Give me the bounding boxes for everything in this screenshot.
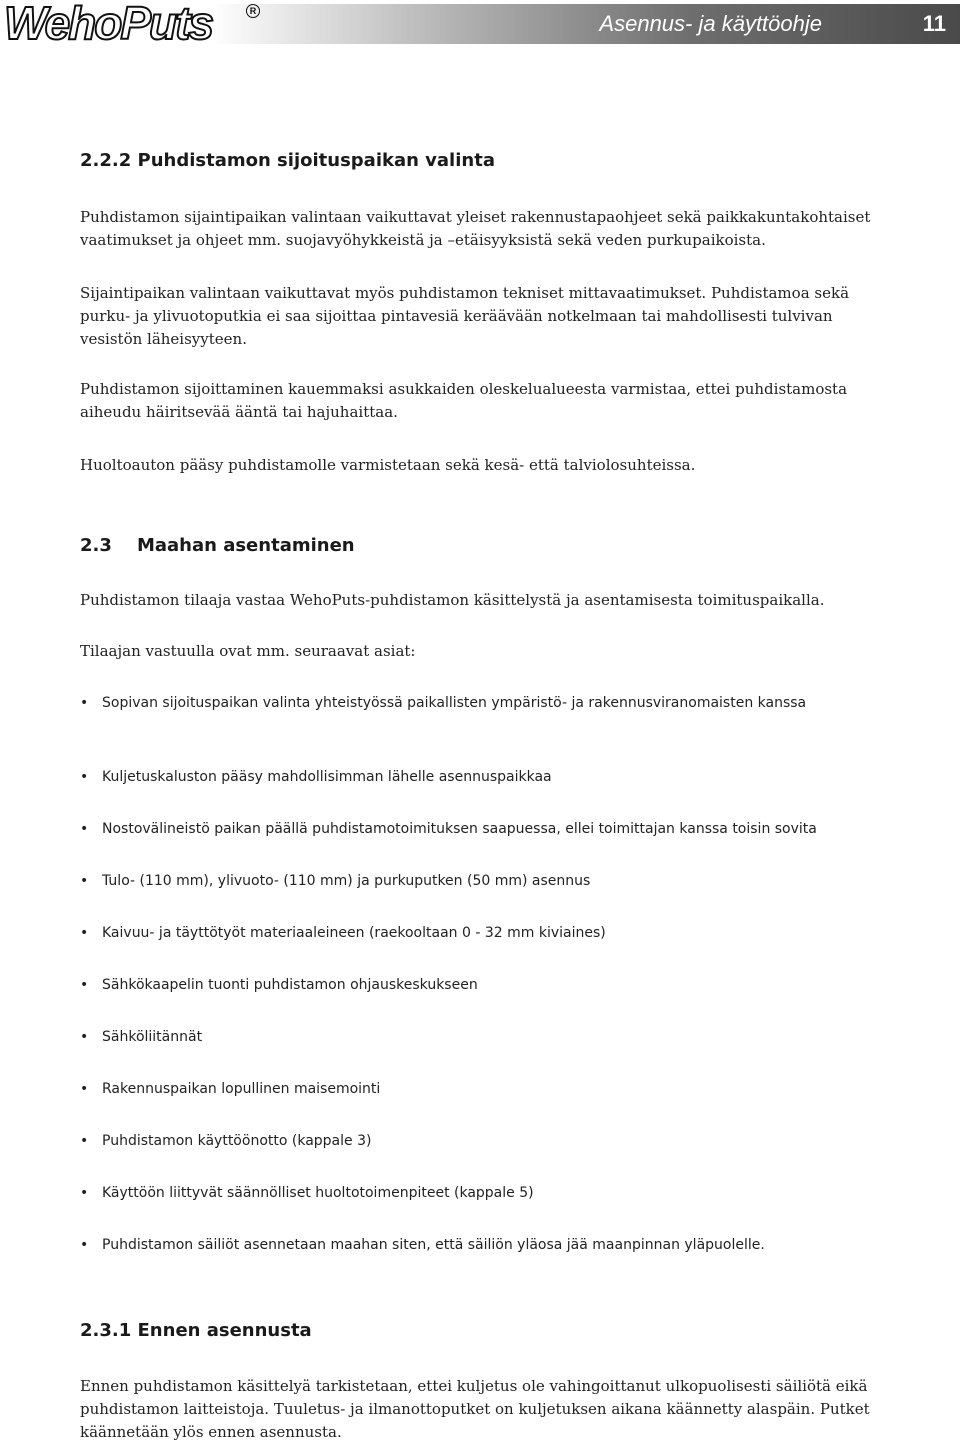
paragraph: Sijaintipaikan valintaan vaikuttavat myös puhdistamon tekniset mittavaatimukset. Puhdistamoa sekä purku- ja ylivuotoputkia ei saa sijoittaa pintavesiä keräävään notkelmaan tai mahdollisesti tulvivan vesistön läheisyyteen.: [80, 284, 850, 348]
paragraph: Huoltoauton pääsy puhdistamolle varmistetaan sekä kesä- että talviolosuhteissa.: [80, 456, 696, 474]
section-heading-2-2-2: 2.2.2 Puhdistamon sijoituspaikan valinta: [80, 150, 495, 171]
list-item: • Käyttöön liittyvät säännölliset huoltotoimenpiteet (kappale 5): [80, 1182, 882, 1205]
registered-mark-icon: R: [246, 4, 260, 18]
paragraph: Puhdistamon sijaintipaikan valintaan vaikuttavat yleiset rakennustapaohjeet sekä paikkakuntakohtaiset vaatimukset ja ohjeet mm. suojavyöhykkeistä ja –etäisyyksistä sekä veden purkupaikoista.: [80, 208, 871, 249]
wehoputs-logo: WehoPuts: [4, 0, 213, 49]
list-item: • Sähkökaapelin tuonti puhdistamon ohjauskeskukseen: [80, 974, 882, 997]
paragraph: Puhdistamon tilaaja vastaa WehoPuts-puhdistamon käsittelystä ja asentamisesta toimituspaikalla.: [80, 591, 825, 609]
document-title: Asennus- ja käyttöohje: [599, 11, 822, 36]
page-number: 11: [922, 11, 946, 36]
list-item: • Nostovälineistö paikan päällä puhdistamotoimituksen saapuessa, ellei toimittajan kanssa toisin sovita: [80, 818, 882, 841]
list-item: • Rakennuspaikan lopullinen maisemointi: [80, 1078, 882, 1101]
list-item: • Puhdistamon käyttöönotto (kappale 3): [80, 1130, 882, 1153]
paragraph: Puhdistamon sijoittaminen kauemmaksi asukkaiden oleskelualueesta varmistaa, ettei puhdistamosta aiheudu häiritsevää ääntä tai hajuhaittaa.: [80, 380, 848, 421]
section-heading-2-3-1: 2.3.1 Ennen asennusta: [80, 1320, 312, 1341]
paragraph: Tilaajan vastuulla ovat mm. seuraavat asiat:: [80, 642, 416, 660]
paragraph: Ennen puhdistamon käsittelyä tarkistetaan, ettei kuljetus ole vahingoittanut ulkopuolisesti säiliötä eikä puhdistamon laitteistoja. Tuuletus- ja ilmanottoputket on kuljetuksen aikana käännetty alaspäin. Putket käännetään ylös ennen asennusta.: [80, 1377, 870, 1441]
page-header: [0, 0, 960, 49]
section-heading-2-3: 2.3 Maahan asentaminen: [80, 535, 355, 556]
list-item: • Sähköliitännät: [80, 1026, 882, 1049]
list-item: • Kaivuu- ja täyttötyöt materiaaleineen (raekooltaan 0 - 32 mm kiviaines): [80, 922, 882, 945]
list-item: • Puhdistamon säiliöt asennetaan maahan siten, että säiliön yläosa jää maanpinnan yläpuolelle.: [80, 1234, 882, 1257]
list-item: • Sopivan sijoituspaikan valinta yhteistyössä paikallisten ympäristö- ja rakennusviranomaisten kanssa: [80, 692, 882, 715]
list-item: • Tulo- (110 mm), ylivuoto- (110 mm) ja purkuputken (50 mm) asennus: [80, 870, 882, 893]
list-item: • Kuljetuskaluston pääsy mahdollisimman lähelle asennuspaikkaa: [80, 766, 882, 789]
